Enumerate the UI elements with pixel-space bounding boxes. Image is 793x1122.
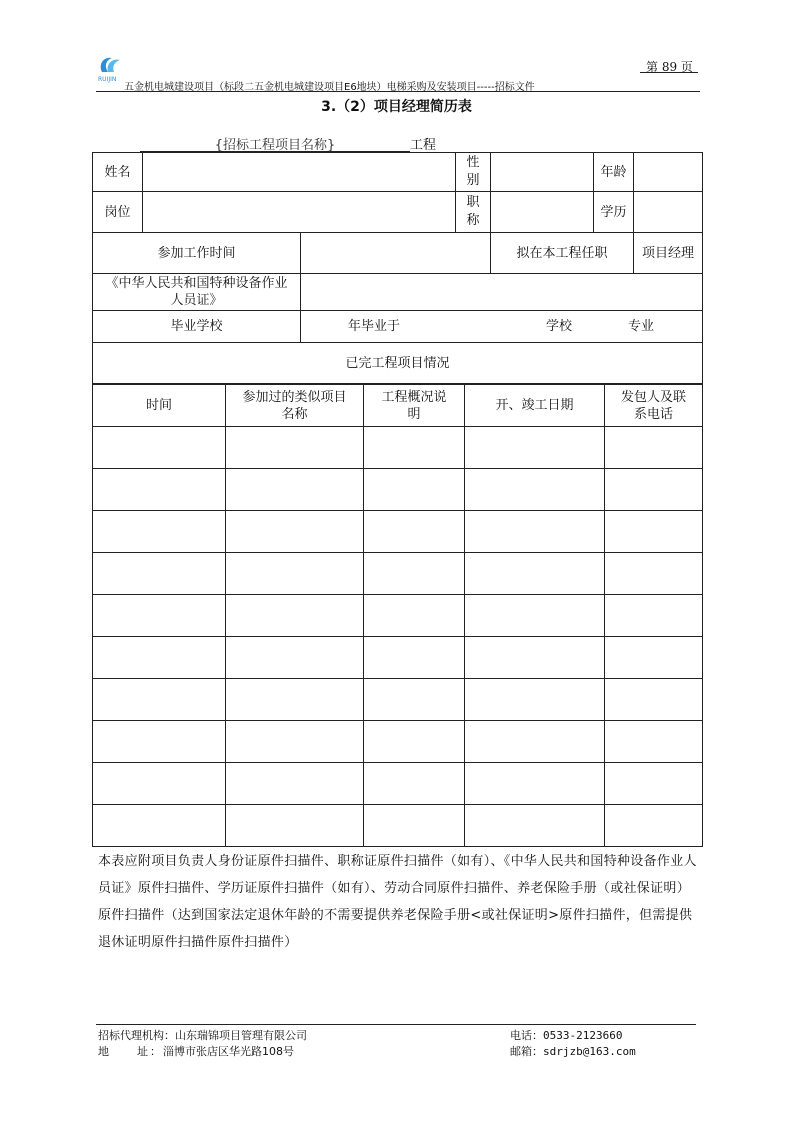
page-title: 3.（2）项目经理简历表 (321, 99, 472, 115)
projects-column-header: 时间 (93, 385, 226, 427)
work-start-value-cell (301, 233, 491, 274)
email-value: sdrjzb@163.com (543, 1045, 636, 1058)
table-row (93, 637, 703, 679)
projects-column-header: 开、竣工日期 (465, 385, 605, 427)
projects-header-row (93, 385, 703, 427)
table-cell (226, 763, 364, 805)
email-label: 邮箱： (510, 1045, 543, 1058)
footer-divider (96, 1024, 696, 1025)
table-cell (465, 805, 605, 847)
table-cell (93, 511, 226, 553)
table-row (93, 553, 703, 595)
projects-column-header: 参加过的类似项目名称 (226, 385, 364, 427)
table-cell (364, 511, 465, 553)
graduated-year-label: 年毕业于 (348, 319, 401, 334)
table-cell (605, 721, 703, 763)
table-row (93, 721, 703, 763)
position-value-cell (143, 192, 456, 233)
table-cell (364, 721, 465, 763)
table-cell (465, 553, 605, 595)
document-title: 五金机电城建设项目（标段二五金机电城建设项目E6地块）电梯采购及安装项目-----招标文件 (124, 82, 535, 93)
agency-value: 山东瑞锦项目管理有限公司 (175, 1029, 307, 1042)
table-row (93, 595, 703, 637)
table-cell (465, 637, 605, 679)
gender-label: 性别 (456, 153, 491, 192)
project-name-placeholder: {招标工程项目名称} (214, 138, 336, 153)
work-start-label: 参加工作时间 (93, 233, 301, 274)
project-suffix: 工程 (410, 138, 437, 153)
table-cell (226, 721, 364, 763)
table-cell (465, 427, 605, 469)
table-cell (465, 511, 605, 553)
table-cell (93, 721, 226, 763)
phone-label: 电话： (510, 1029, 543, 1042)
table-cell (364, 805, 465, 847)
table-cell (226, 595, 364, 637)
title-label: 职称 (456, 192, 491, 233)
table-cell (605, 595, 703, 637)
phone-value: 0533-2123660 (543, 1029, 623, 1042)
table-row (93, 511, 703, 553)
name-label: 姓名 (93, 153, 143, 192)
completed-projects-heading: 已完工程项目情况 (93, 343, 703, 384)
graduation-info-cell (301, 311, 703, 343)
proposed-role-value: 项目经理 (634, 233, 703, 274)
table-cell (465, 595, 605, 637)
table-row (93, 763, 703, 805)
table-cell (605, 637, 703, 679)
table-cell (465, 721, 605, 763)
address-line (98, 1043, 294, 1059)
address-label: 地 址： (98, 1045, 163, 1058)
proposed-role-label: 拟在本工程任职 (491, 233, 634, 274)
table-row (93, 679, 703, 721)
certificate-value-cell (301, 274, 703, 311)
major-label: 专业 (628, 319, 655, 334)
table-cell (226, 805, 364, 847)
table-cell (605, 469, 703, 511)
name-value-cell (143, 153, 456, 192)
education-label: 学历 (594, 192, 634, 233)
certificate-label: 《中华人民共和国特种设备作业人员证》 (93, 274, 301, 311)
table-cell (226, 553, 364, 595)
completed-projects-table (92, 384, 703, 847)
table-cell (364, 679, 465, 721)
table-cell (605, 553, 703, 595)
table-cell (605, 679, 703, 721)
table-cell (93, 469, 226, 511)
email-line (510, 1043, 636, 1059)
school-label: 学校 (546, 319, 573, 334)
table-cell (605, 427, 703, 469)
resume-form-table (92, 152, 703, 384)
table-cell (93, 763, 226, 805)
table-cell (226, 427, 364, 469)
table-cell (93, 427, 226, 469)
table-cell (364, 553, 465, 595)
page-number-underline (640, 72, 698, 73)
table-row (93, 805, 703, 847)
table-cell (226, 679, 364, 721)
table-cell (93, 553, 226, 595)
position-label: 岗位 (93, 192, 143, 233)
table-cell (226, 469, 364, 511)
projects-column-header: 工程概况说明 (364, 385, 465, 427)
table-cell (93, 805, 226, 847)
table-cell (93, 679, 226, 721)
table-cell (93, 637, 226, 679)
logo-text: RUIJIN (98, 76, 117, 83)
table-cell (465, 763, 605, 805)
table-cell (364, 637, 465, 679)
table-cell (465, 469, 605, 511)
projects-column-header: 发包人及联系电话 (605, 385, 703, 427)
table-cell (364, 595, 465, 637)
table-cell (364, 427, 465, 469)
table-cell (605, 805, 703, 847)
table-cell (605, 763, 703, 805)
agency-line (98, 1027, 307, 1043)
page-number: 第 89 页 (646, 60, 693, 74)
age-value-cell (634, 153, 703, 192)
table-row (93, 427, 703, 469)
table-cell (364, 469, 465, 511)
company-logo (96, 52, 126, 82)
title-value-cell (491, 192, 594, 233)
table-cell (93, 595, 226, 637)
phone-line (510, 1027, 622, 1043)
table-cell (226, 637, 364, 679)
gender-value-cell (491, 153, 594, 192)
attachment-note: 本表应附项目负责人身份证原件扫描件、职称证原件扫描件（如有）、《中华人民共和国特种设备作业人员证》原件扫描件、学历证原件扫描件（如有）、劳动合同原件扫描件、养老保险手册（或社保证明）原件扫描件（达到国家法定退休年龄的不需要提供养老保险手册<或社保证明>原件扫描件，但需提供退休证明原件扫描件原件扫描件） (98, 854, 697, 950)
table-cell (605, 511, 703, 553)
address-value: 淄博市张店区华光路108号 (163, 1045, 294, 1058)
table-row (93, 469, 703, 511)
table-cell (465, 679, 605, 721)
table-cell (226, 511, 364, 553)
age-label: 年龄 (594, 153, 634, 192)
header-divider (96, 91, 700, 92)
education-value-cell (634, 192, 703, 233)
agency-label: 招标代理机构： (98, 1029, 175, 1042)
graduated-school-label: 毕业学校 (93, 311, 301, 343)
table-cell (364, 763, 465, 805)
